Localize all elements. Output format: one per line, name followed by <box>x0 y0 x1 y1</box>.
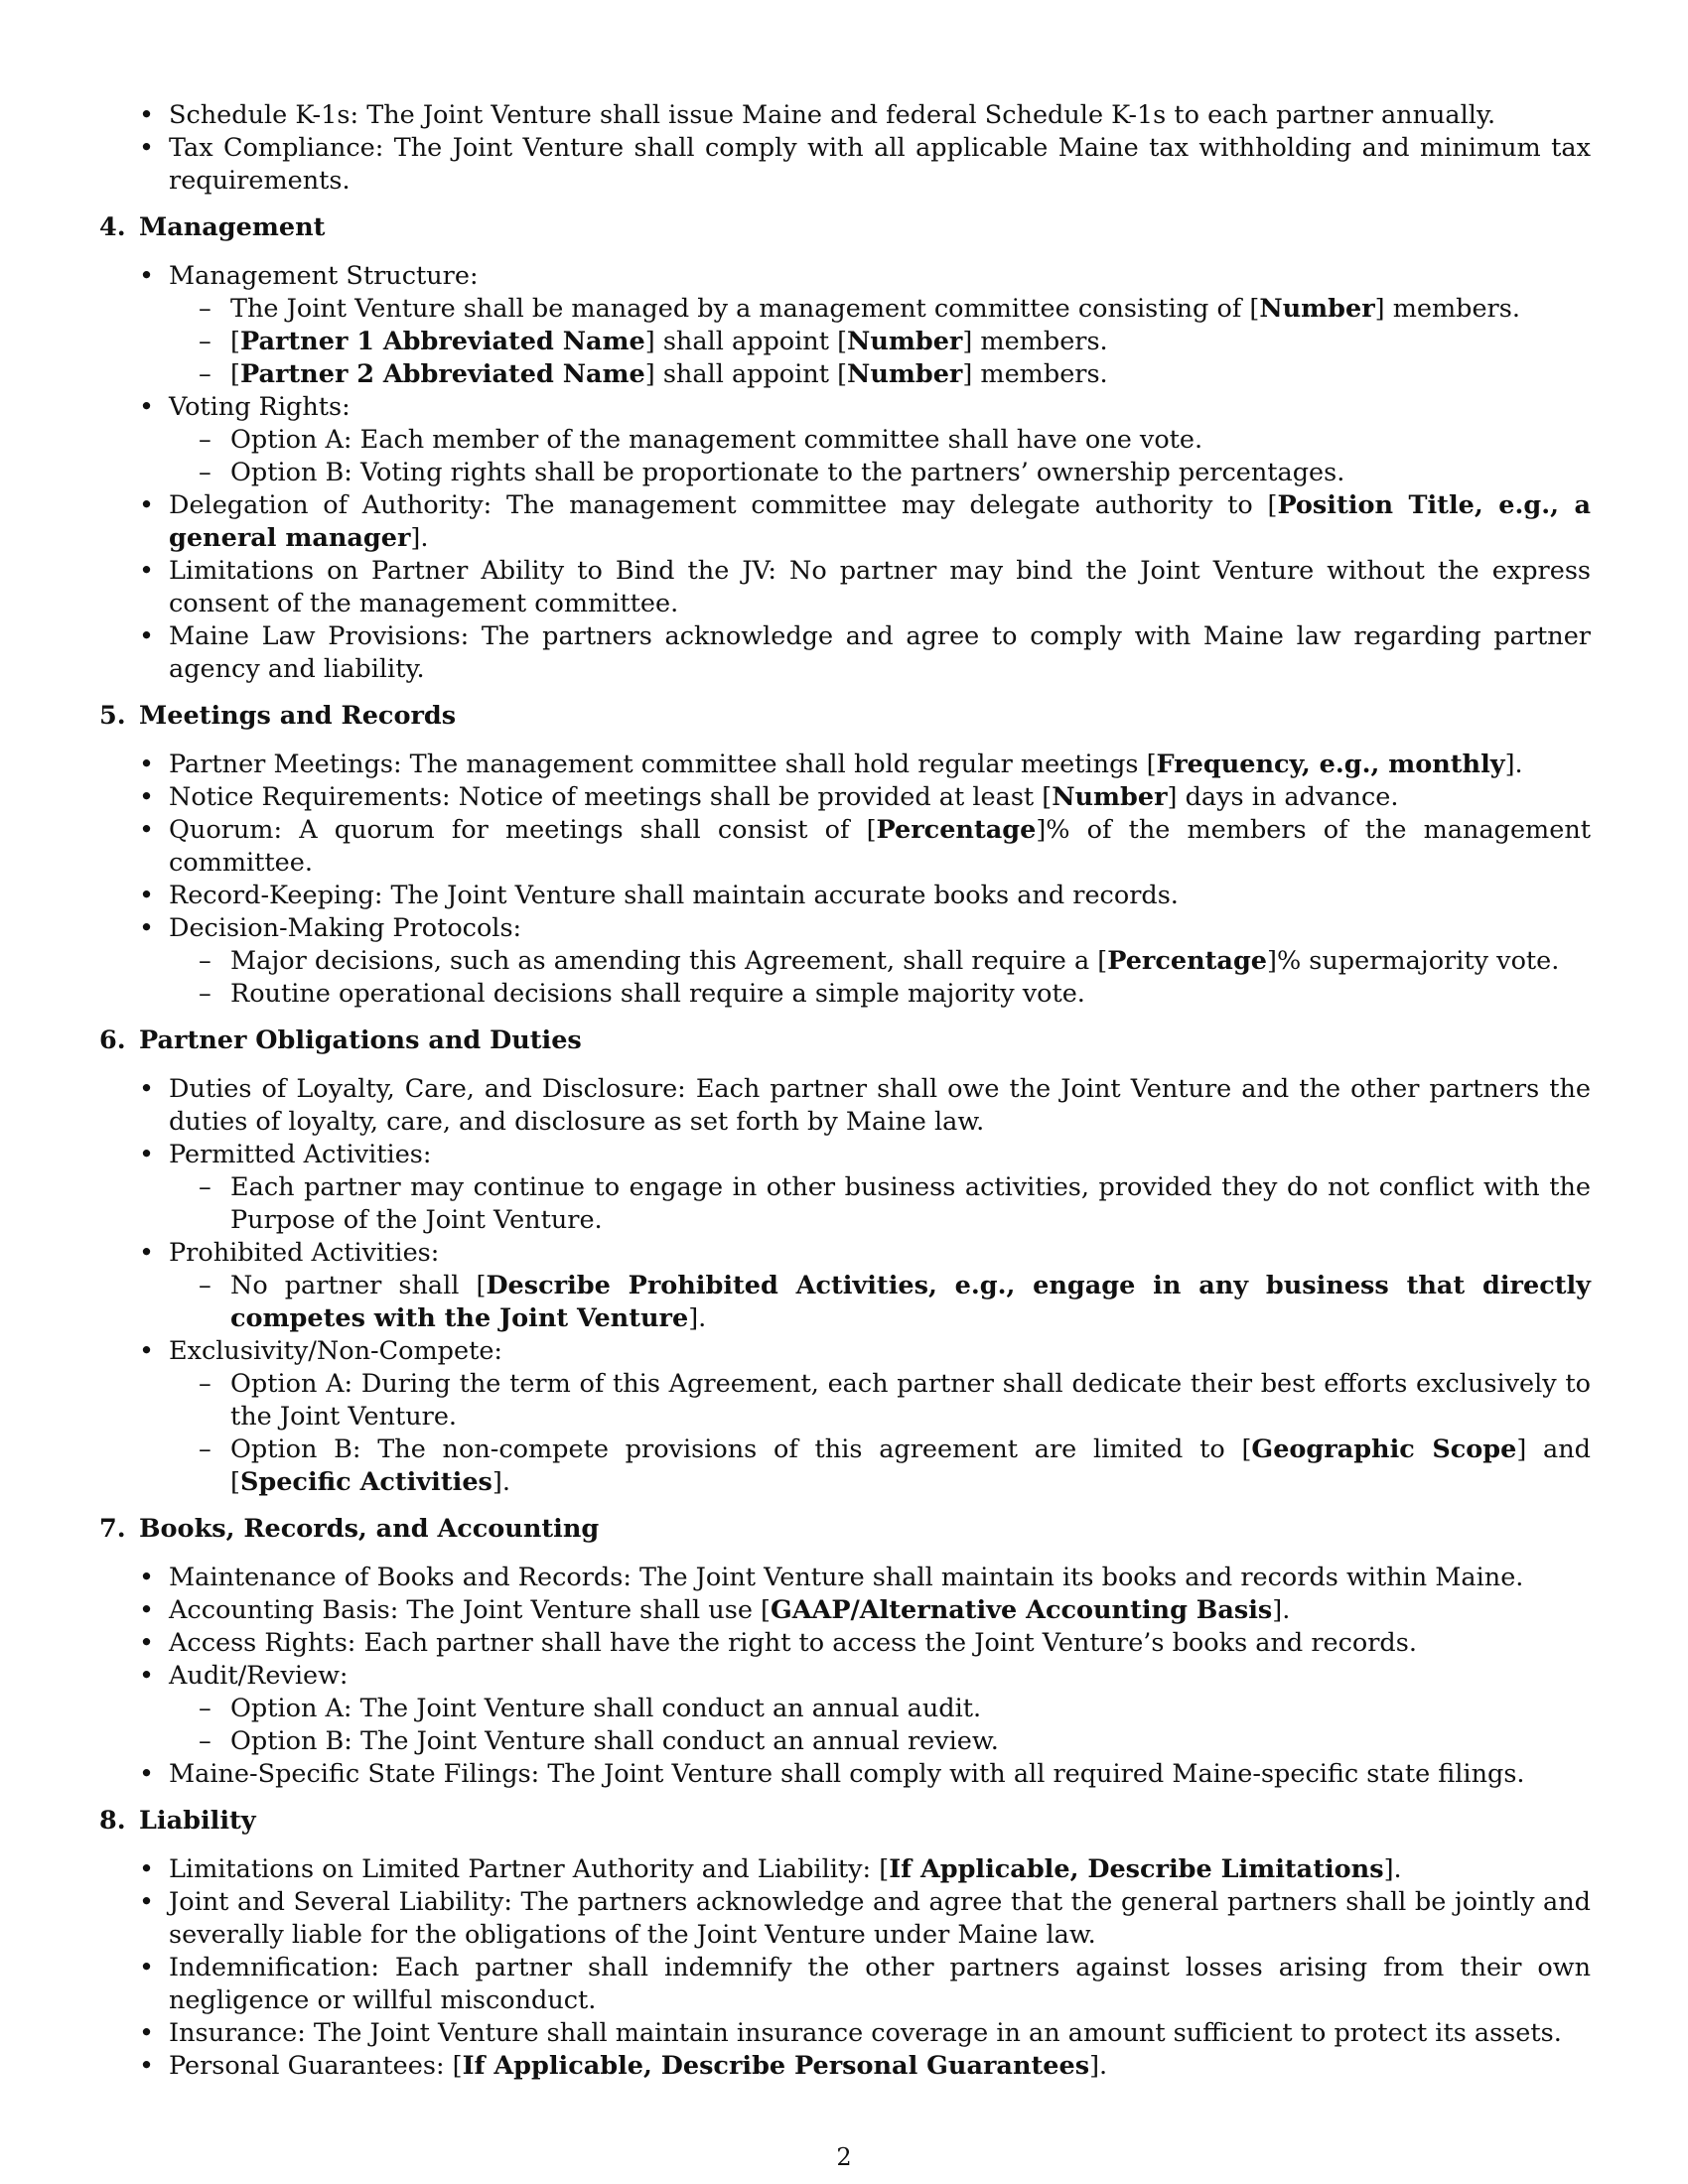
sub-list-item: – Option B: Voting rights shall be proportionate to the partners’ ownership percentages. <box>169 457 1591 489</box>
sub-list-item: – Option B: The Joint Venture shall conduct an annual review. <box>169 1725 1591 1758</box>
document-page <box>99 99 1591 2083</box>
list-item: • Maintenance of Books and Records: The Joint Venture shall maintain its books and records within Maine. <box>99 1562 1591 1594</box>
list-item: • Limitations on Partner Ability to Bind the JV: No partner may bind the Joint Venture without the express consent of the management committee. <box>99 555 1591 620</box>
list-item: • Partner Meetings: The management committee shall hold regular meetings [Frequency, e.g., monthly]. <box>99 749 1591 781</box>
list-item: • Schedule K-1s: The Joint Venture shall issue Maine and federal Schedule K-1s to each partner annually. <box>99 99 1591 132</box>
management-list <box>99 260 1591 686</box>
list-item: • Maine-Specific State Filings: The Joint Venture shall comply with all required Maine-specific state filings. <box>99 1758 1591 1791</box>
list-item: • Notice Requirements: Notice of meetings shall be provided at least [Number] days in advance. <box>99 781 1591 814</box>
list-item: • Indemnification: Each partner shall indemnify the other partners against losses arising from their own negligence or willful misconduct. <box>99 1952 1591 2017</box>
sub-list-item: – Option B: The non-compete provisions of this agreement are limited to [Geographic Scope] and [Specific Activities]. <box>169 1433 1591 1499</box>
section-heading-management: 4. Management <box>99 212 326 242</box>
list-item: • Audit/Review: – Option A: The Joint Venture shall conduct an annual audit. – Option B: The Joint Venture shall conduct an annual review. <box>99 1660 1591 1758</box>
sub-list-item: – Each partner may continue to engage in other business activities, provided they do not conflict with the Purpose of the Joint Venture. <box>169 1171 1591 1237</box>
sub-list-item: – Option A: During the term of this Agreement, each partner shall dedicate their best efforts exclusively to the Joint Venture. <box>169 1368 1591 1433</box>
accounting-list <box>99 1562 1591 1791</box>
list-item: • Voting Rights: – Option A: Each member of the management committee shall have one vote. – Option B: Voting rights shall be proportionate to the partners’ ownership percentages. <box>99 391 1591 489</box>
list-item: • Maine Law Provisions: The partners acknowledge and agree to comply with Maine law regarding partner agency and liability. <box>99 620 1591 686</box>
list-item: • Prohibited Activities: – No partner shall [Describe Prohibited Activities, e.g., engage in any business that directly competes with the Joint Venture]. <box>99 1237 1591 1335</box>
sub-list-item: – Option A: Each member of the management committee shall have one vote. <box>169 424 1591 457</box>
meetings-list <box>99 749 1591 1011</box>
list-item: • Personal Guarantees: [If Applicable, Describe Personal Guarantees]. <box>99 2050 1591 2083</box>
sub-list-item: – Option A: The Joint Venture shall conduct an annual audit. <box>169 1693 1591 1725</box>
section-heading-meetings: 5. Meetings and Records <box>99 701 457 731</box>
page-number: 2 <box>836 2143 852 2171</box>
list-item: • Duties of Loyalty, Care, and Disclosure: Each partner shall owe the Joint Venture and the other partners the duties of loyalty, care, and disclosure as set forth by Maine law. <box>99 1073 1591 1139</box>
list-item: • Decision-Making Protocols: – Major decisions, such as amending this Agreement, shall require a [Percentage]% supermajority vote. – Routine operational decisions shall require a simple majority vote. <box>99 912 1591 1011</box>
list-item: • Exclusivity/Non-Compete: – Option A: During the term of this Agreement, each partner shall dedicate their best efforts exclusively to the Joint Venture. – Option B: The non-compete provisions of this agreement are limited to [Geographic Scope] and [Specific Activities]. <box>99 1335 1591 1499</box>
list-item: • Management Structure: – The Joint Venture shall be managed by a management committee consisting of [Number] members. – [Partner 1 Abbreviated Name] shall appoint [Number] members. – [Partner 2 Abbreviated Name] shall appoint [Number] members. <box>99 260 1591 391</box>
section-heading-obligations: 6. Partner Obligations and Duties <box>99 1025 582 1055</box>
list-item: • Permitted Activities: – Each partner may continue to engage in other business activities, provided they do not conflict with the Purpose of the Joint Venture. <box>99 1139 1591 1237</box>
liability-list <box>99 1853 1591 2083</box>
list-item: • Quorum: A quorum for meetings shall consist of [Percentage]% of the members of the management committee. <box>99 814 1591 880</box>
sub-list-item: – [Partner 2 Abbreviated Name] shall appoint [Number] members. <box>169 358 1591 391</box>
section-heading-accounting: 7. Books, Records, and Accounting <box>99 1514 600 1544</box>
obligations-list <box>99 1073 1591 1499</box>
sub-list-item: – The Joint Venture shall be managed by a management committee consisting of [Number] members. <box>169 293 1591 326</box>
list-item: • Delegation of Authority: The management committee may delegate authority to [Position Title, e.g., a general manager]. <box>99 489 1591 555</box>
sub-list-item: – No partner shall [Describe Prohibited Activities, e.g., engage in any business that directly competes with the Joint Venture]. <box>169 1270 1591 1335</box>
list-item: • Record-Keeping: The Joint Venture shall maintain accurate books and records. <box>99 880 1591 912</box>
sub-list-item: – Routine operational decisions shall require a simple majority vote. <box>169 978 1591 1011</box>
sub-list-item: – [Partner 1 Abbreviated Name] shall appoint [Number] members. <box>169 326 1591 358</box>
intro-list <box>99 99 1591 198</box>
list-item: • Access Rights: Each partner shall have the right to access the Joint Venture’s books and records. <box>99 1627 1591 1660</box>
list-item: • Tax Compliance: The Joint Venture shall comply with all applicable Maine tax withholding and minimum tax requirements. <box>99 132 1591 198</box>
list-item: • Limitations on Limited Partner Authority and Liability: [If Applicable, Describe Limitations]. <box>99 1853 1591 1886</box>
list-item: • Accounting Basis: The Joint Venture shall use [GAAP/Alternative Accounting Basis]. <box>99 1594 1591 1627</box>
sub-list-item: – Major decisions, such as amending this Agreement, shall require a [Percentage]% supermajority vote. <box>169 945 1591 978</box>
list-item: • Joint and Several Liability: The partners acknowledge and agree that the general partners shall be jointly and severally liable for the obligations of the Joint Venture under Maine law. <box>99 1886 1591 1952</box>
section-heading-liability: 8. Liability <box>99 1806 256 1836</box>
list-item: • Insurance: The Joint Venture shall maintain insurance coverage in an amount sufficient to protect its assets. <box>99 2017 1591 2050</box>
